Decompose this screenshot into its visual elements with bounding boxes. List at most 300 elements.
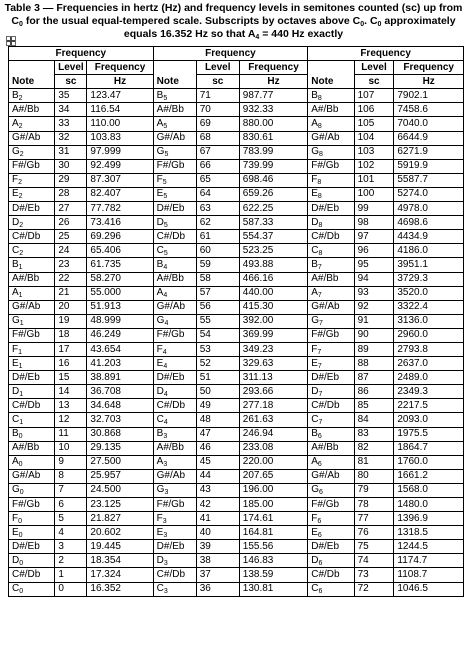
frequency-cell: 392.00 <box>239 314 307 328</box>
note-cell <box>308 272 354 286</box>
level-cell: 33 <box>55 117 87 131</box>
note-cell <box>308 385 354 399</box>
note-name: C <box>311 413 319 425</box>
frequency-cell: 34.648 <box>87 399 153 413</box>
note-cell <box>153 272 196 286</box>
note-cell <box>9 498 55 512</box>
caption-text: C <box>11 15 20 27</box>
note-name: F <box>311 512 318 524</box>
note-cell <box>308 202 354 216</box>
level-header: Level <box>196 61 239 75</box>
note-cell <box>9 385 55 399</box>
note-cell <box>308 131 354 145</box>
note-name: F <box>156 512 163 524</box>
level-cell: 3 <box>55 540 87 554</box>
note-name: B <box>12 89 19 101</box>
note-name: G#/Ab <box>156 132 186 144</box>
note-name: B <box>156 428 164 440</box>
note-cell <box>308 103 354 117</box>
level-cell: 103 <box>354 145 394 159</box>
note-name: C <box>12 244 20 256</box>
note-name: A <box>12 287 19 299</box>
frequency-cell: 174.61 <box>239 512 307 526</box>
frequency-cell: 1480.0 <box>394 498 464 512</box>
frequency-cell: 3729.3 <box>394 272 464 286</box>
note-name: F <box>12 512 19 524</box>
note-cell <box>9 244 55 258</box>
octave-subscript: 1 <box>18 263 23 271</box>
octave-subscript: 0 <box>19 588 24 596</box>
note-cell <box>9 357 55 371</box>
octave-subscript: 4 <box>163 390 168 398</box>
note-name: C <box>311 583 319 595</box>
note-cell <box>308 455 354 469</box>
note-name: F <box>156 343 163 355</box>
level-cell: 8 <box>55 469 87 483</box>
note-cell <box>153 187 196 201</box>
level-cell: 42 <box>196 498 239 512</box>
note-cell <box>308 512 354 526</box>
frequency-cell: 1864.7 <box>394 441 464 455</box>
level-cell: 1 <box>55 568 87 582</box>
group-header: Frequency <box>9 47 154 61</box>
frequency-cell: 32.703 <box>87 413 153 427</box>
frequency-cell: 207.65 <box>239 469 307 483</box>
note-cell <box>153 371 196 385</box>
table-row <box>9 173 464 187</box>
note-cell <box>9 540 55 554</box>
frequency-cell: 27.500 <box>87 455 153 469</box>
note-name: G#/Ab <box>311 301 340 313</box>
note-name: A <box>156 456 164 468</box>
note-name: C <box>156 244 164 256</box>
note-cell <box>153 498 196 512</box>
frequency-cell: 739.99 <box>239 159 307 173</box>
level-cell: 77 <box>354 512 394 526</box>
frequency-cell: 2793.8 <box>394 342 464 356</box>
frequency-cell: 2093.0 <box>394 413 464 427</box>
note-cell <box>308 117 354 131</box>
level-cell: 81 <box>354 455 394 469</box>
level-cell: 52 <box>196 357 239 371</box>
level-cell: 90 <box>354 328 394 342</box>
note-cell <box>9 314 55 328</box>
level-cell: 88 <box>354 357 394 371</box>
frequency-cell: 20.602 <box>87 526 153 540</box>
octave-subscript: 5 <box>163 249 168 257</box>
frequency-cell: 1108.7 <box>394 568 464 582</box>
level-unit-header: sc <box>55 75 87 89</box>
level-cell: 27 <box>55 202 87 216</box>
level-cell: 6 <box>55 498 87 512</box>
table-row <box>9 357 464 371</box>
note-name: D <box>156 385 164 397</box>
level-cell: 22 <box>55 272 87 286</box>
frequency-cell: 6644.9 <box>394 131 464 145</box>
level-header: Level <box>354 61 394 75</box>
level-cell: 87 <box>354 371 394 385</box>
caption-subscript: 0 <box>19 21 23 28</box>
table-row <box>9 371 464 385</box>
octave-subscript: 2 <box>19 151 24 159</box>
frequency-cell: 2349.3 <box>394 385 464 399</box>
note-name: B <box>311 89 318 101</box>
octave-subscript: 1 <box>19 390 24 398</box>
frequency-cell: 3136.0 <box>394 314 464 328</box>
note-cell <box>9 173 55 187</box>
note-name: A#/Bb <box>156 273 184 285</box>
frequency-cell: 349.23 <box>239 342 307 356</box>
note-cell <box>153 286 196 300</box>
octave-subscript: 6 <box>317 461 322 469</box>
note-cell <box>153 526 196 540</box>
level-cell: 91 <box>354 314 394 328</box>
note-name: C#/Db <box>156 569 186 581</box>
note-cell <box>9 89 55 103</box>
level-cell: 15 <box>55 371 87 385</box>
note-name: D <box>156 216 164 228</box>
level-unit-header: sc <box>354 75 394 89</box>
octave-subscript: 7 <box>317 263 322 271</box>
octave-subscript: 1 <box>19 418 24 426</box>
level-cell: 5 <box>55 512 87 526</box>
frequency-cell: 73.416 <box>87 216 153 230</box>
table-row <box>9 526 464 540</box>
note-name: A#/Bb <box>156 442 184 454</box>
note-name: B <box>12 428 19 440</box>
level-cell: 107 <box>354 89 394 103</box>
note-name: E <box>311 526 318 538</box>
caption-text: = 440 Hz exactly <box>259 28 344 40</box>
frequency-cell: 293.66 <box>239 385 307 399</box>
note-cell <box>308 526 354 540</box>
frequency-cell: 185.00 <box>239 498 307 512</box>
note-name: D#/Eb <box>311 371 340 383</box>
level-cell: 23 <box>55 258 87 272</box>
note-name: C#/Db <box>156 399 186 411</box>
caption-text: Table 3 — Frequencies in hertz (Hz) and frequency levels in semitones counted (sc) up from <box>4 2 463 14</box>
frequency-cell: 1318.5 <box>394 526 464 540</box>
note-name: G <box>12 315 20 327</box>
level-cell: 83 <box>354 427 394 441</box>
octave-subscript: 3 <box>163 433 168 441</box>
level-cell: 45 <box>196 455 239 469</box>
note-name: C#/Db <box>311 230 340 242</box>
frequency-cell: 7902.1 <box>394 89 464 103</box>
frequency-cell: 19.445 <box>87 540 153 554</box>
note-cell <box>9 512 55 526</box>
note-name: F <box>311 174 318 186</box>
level-cell: 35 <box>55 89 87 103</box>
frequency-cell: 220.00 <box>239 455 307 469</box>
note-cell <box>9 103 55 117</box>
table-row <box>9 300 464 314</box>
level-cell: 99 <box>354 202 394 216</box>
level-cell: 25 <box>55 230 87 244</box>
table-row <box>9 145 464 159</box>
level-cell: 39 <box>196 540 239 554</box>
note-cell <box>153 244 196 258</box>
table-row <box>9 554 464 568</box>
frequency-cell: 25.957 <box>87 469 153 483</box>
frequency-cell: 97.999 <box>87 145 153 159</box>
note-name: G#/Ab <box>156 301 186 313</box>
column-header-row-bottom <box>9 75 464 89</box>
octave-subscript: 8 <box>318 221 323 229</box>
note-cell <box>9 216 55 230</box>
note-name: G <box>311 146 320 158</box>
note-cell <box>9 441 55 455</box>
frequency-cell: 16.352 <box>87 582 153 596</box>
note-cell <box>308 469 354 483</box>
table-row <box>9 103 464 117</box>
caption-subscript: 4 <box>255 34 260 41</box>
note-name: A#/Bb <box>311 103 339 115</box>
note-name: A#/Bb <box>311 442 339 454</box>
frequency-cell: 622.25 <box>239 202 307 216</box>
note-name: G#/Ab <box>12 470 41 482</box>
table-move-handle-icon[interactable] <box>6 36 16 46</box>
table-row <box>9 441 464 455</box>
note-cell <box>9 145 55 159</box>
table-row <box>9 131 464 145</box>
note-cell <box>153 230 196 244</box>
note-cell <box>153 455 196 469</box>
frequency-table <box>8 46 464 597</box>
table-row <box>9 483 464 497</box>
table-row <box>9 582 464 596</box>
table-row <box>9 202 464 216</box>
octave-subscript: 7 <box>319 320 323 328</box>
note-name: F#/Gb <box>156 160 185 172</box>
note-name: D <box>311 554 319 566</box>
octave-subscript: 7 <box>318 418 323 426</box>
octave-subscript: 3 <box>162 517 167 525</box>
octave-subscript: 4 <box>164 320 169 328</box>
level-cell: 43 <box>196 483 239 497</box>
table-row <box>9 342 464 356</box>
note-cell <box>308 413 354 427</box>
octave-subscript: 5 <box>162 179 167 187</box>
frequency-cell: 783.99 <box>239 145 307 159</box>
note-name: C#/Db <box>311 569 340 581</box>
table-row <box>9 230 464 244</box>
note-cell <box>308 145 354 159</box>
frequency-cell: 18.354 <box>87 554 153 568</box>
octave-subscript: 4 <box>163 263 168 271</box>
frequency-cell: 1244.5 <box>394 540 464 554</box>
note-name: C <box>311 244 319 256</box>
note-cell <box>9 526 55 540</box>
note-name: B <box>311 258 318 270</box>
level-cell: 53 <box>196 342 239 356</box>
frequency-cell: 38.891 <box>87 371 153 385</box>
frequency-cell: 277.18 <box>239 399 307 413</box>
note-cell <box>153 427 196 441</box>
table-row <box>9 272 464 286</box>
octave-subscript: 2 <box>18 123 23 131</box>
frequency-cell: 932.33 <box>239 103 307 117</box>
note-name: C <box>156 583 164 595</box>
note-cell <box>308 328 354 342</box>
frequency-cell: 4434.9 <box>394 230 464 244</box>
frequency-cell: 523.25 <box>239 244 307 258</box>
octave-subscript: 7 <box>317 348 322 356</box>
frequency-header: Frequency <box>87 61 153 75</box>
table-row <box>9 498 464 512</box>
table-row <box>9 187 464 201</box>
octave-subscript: 6 <box>317 517 322 525</box>
table-row <box>9 159 464 173</box>
note-header: Note <box>308 61 354 89</box>
frequency-cell: 69.296 <box>87 230 153 244</box>
note-name: G#/Ab <box>12 132 41 144</box>
note-name: G <box>12 146 20 158</box>
note-cell <box>153 300 196 314</box>
note-cell <box>308 187 354 201</box>
frequency-cell: 369.99 <box>239 328 307 342</box>
note-name: C#/Db <box>12 230 41 242</box>
caption-line <box>0 28 467 41</box>
level-cell: 64 <box>196 187 239 201</box>
note-cell <box>308 483 354 497</box>
level-cell: 96 <box>354 244 394 258</box>
note-cell <box>153 117 196 131</box>
level-cell: 51 <box>196 371 239 385</box>
note-cell <box>153 582 196 596</box>
caption-subscript: 0 <box>360 21 365 28</box>
note-name: B <box>156 258 164 270</box>
frequency-cell: 466.16 <box>239 272 307 286</box>
frequency-cell: 3951.1 <box>394 258 464 272</box>
note-name: E <box>12 357 19 369</box>
level-cell: 89 <box>354 342 394 356</box>
note-cell <box>9 272 55 286</box>
octave-subscript: 8 <box>317 179 322 187</box>
note-cell <box>153 399 196 413</box>
note-cell <box>153 413 196 427</box>
octave-subscript: 3 <box>163 559 168 567</box>
note-name: D <box>12 554 20 566</box>
frequency-cell: 41.203 <box>87 357 153 371</box>
level-cell: 65 <box>196 173 239 187</box>
note-name: C <box>12 583 20 595</box>
frequency-cell: 65.406 <box>87 244 153 258</box>
table-row <box>9 540 464 554</box>
table-row <box>9 258 464 272</box>
note-name: D <box>311 216 319 228</box>
level-cell: 73 <box>354 568 394 582</box>
note-name: F <box>12 174 19 186</box>
frequency-cell: 587.33 <box>239 216 307 230</box>
note-cell <box>153 512 196 526</box>
note-name: D <box>156 554 164 566</box>
note-cell <box>9 483 55 497</box>
note-name: D#/Eb <box>156 540 185 552</box>
note-cell <box>308 441 354 455</box>
note-name: E <box>311 357 318 369</box>
frequency-cell: 1760.0 <box>394 455 464 469</box>
note-cell <box>308 342 354 356</box>
level-cell: 40 <box>196 526 239 540</box>
frequency-cell: 36.708 <box>87 385 153 399</box>
level-cell: 37 <box>196 568 239 582</box>
level-cell: 34 <box>55 103 87 117</box>
note-name: D#/Eb <box>311 540 340 552</box>
frequency-cell: 21.827 <box>87 512 153 526</box>
frequency-cell: 4186.0 <box>394 244 464 258</box>
frequency-cell: 2217.5 <box>394 399 464 413</box>
frequency-cell: 58.270 <box>87 272 153 286</box>
frequency-cell: 7458.6 <box>394 103 464 117</box>
frequency-cell: 554.37 <box>239 230 307 244</box>
level-cell: 24 <box>55 244 87 258</box>
note-name: C <box>12 413 20 425</box>
level-cell: 16 <box>55 357 87 371</box>
level-cell: 44 <box>196 469 239 483</box>
level-cell: 75 <box>354 540 394 554</box>
octave-subscript: 2 <box>18 193 23 201</box>
octave-subscript: 6 <box>318 559 323 567</box>
level-cell: 62 <box>196 216 239 230</box>
note-name: F#/Gb <box>12 329 40 341</box>
octave-subscript: 1 <box>18 362 23 370</box>
note-cell <box>153 441 196 455</box>
frequency-cell: 440.00 <box>239 286 307 300</box>
note-name: A <box>311 456 318 468</box>
note-cell <box>9 427 55 441</box>
note-name: E <box>156 188 164 200</box>
level-cell: 85 <box>354 399 394 413</box>
note-cell <box>9 469 55 483</box>
note-name: F#/Gb <box>12 160 40 172</box>
frequency-cell: 415.30 <box>239 300 307 314</box>
level-unit-header: sc <box>196 75 239 89</box>
octave-subscript: 3 <box>163 461 168 469</box>
note-name: F#/Gb <box>156 498 185 510</box>
frequency-cell: 92.499 <box>87 159 153 173</box>
frequency-cell: 43.654 <box>87 342 153 356</box>
octave-subscript: 1 <box>19 320 24 328</box>
frequency-cell: 4978.0 <box>394 202 464 216</box>
table-row <box>9 413 464 427</box>
note-name: F <box>311 343 318 355</box>
note-cell <box>308 173 354 187</box>
table-row <box>9 512 464 526</box>
frequency-cell: 123.47 <box>87 89 153 103</box>
note-cell <box>308 258 354 272</box>
note-name: E <box>156 526 164 538</box>
frequency-cell: 155.56 <box>239 540 307 554</box>
note-name: G#/Ab <box>311 132 340 144</box>
note-name: D#/Eb <box>12 540 40 552</box>
octave-subscript: 5 <box>163 221 168 229</box>
level-cell: 11 <box>55 427 87 441</box>
level-cell: 61 <box>196 230 239 244</box>
table-caption <box>0 2 467 41</box>
level-cell: 66 <box>196 159 239 173</box>
octave-subscript: 0 <box>18 461 23 469</box>
level-cell: 29 <box>55 173 87 187</box>
level-cell: 95 <box>354 258 394 272</box>
note-name: E <box>311 188 318 200</box>
octave-subscript: 2 <box>19 221 24 229</box>
note-name: C <box>156 413 164 425</box>
note-name: D <box>12 216 20 228</box>
level-cell: 36 <box>196 582 239 596</box>
group-header-row <box>9 47 464 61</box>
level-cell: 41 <box>196 512 239 526</box>
